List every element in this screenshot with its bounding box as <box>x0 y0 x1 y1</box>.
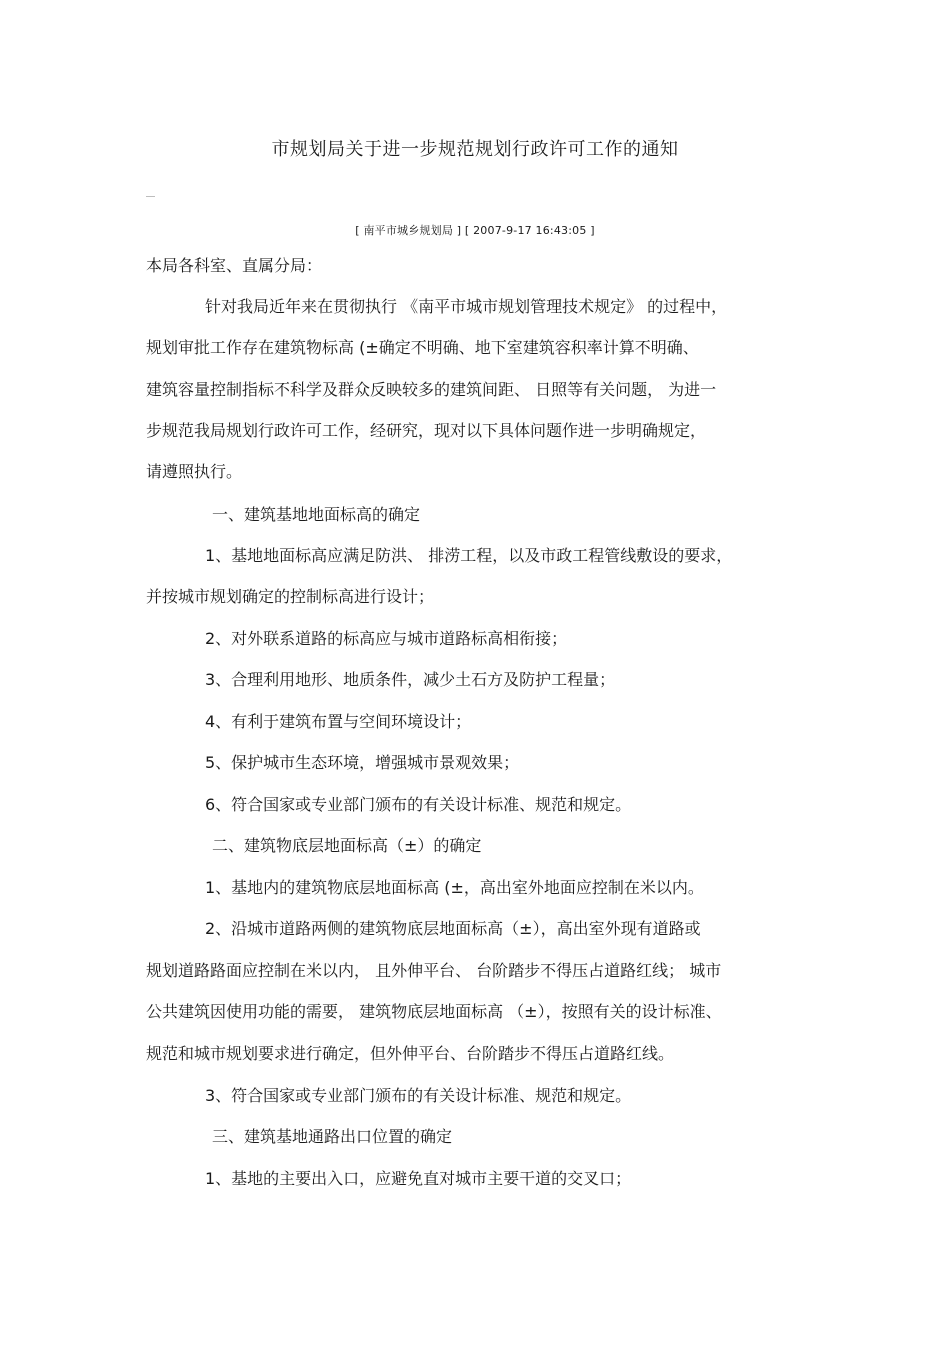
section-heading: 一、建筑基地地面标高的确定 <box>212 505 421 524</box>
document-meta: [ 南平市城乡规划局 ] [ 2007-9-17 16:43:05 ] <box>355 224 595 237</box>
list-item: 1、基地内的建筑物底层地面标高 (±，高出室外地面应控制在米以内。 <box>205 878 704 897</box>
divider-mark <box>146 196 155 197</box>
list-item: 3、符合国家或专业部门颁布的有关设计标准、规范和规定。 <box>205 1086 632 1105</box>
list-item: 5、保护城市生态环境，增强城市景观效果； <box>205 753 520 772</box>
list-item: 1、基地的主要出入口，应避免直对城市主要干道的交叉口； <box>205 1169 632 1188</box>
paragraph-line: 建筑容量控制指标不科学及群众反映较多的建筑间距、 日照等有关问题， 为进一 <box>146 380 717 399</box>
list-item-continuation: 规范和城市规划要求进行确定，但外伸平台、台阶踏步不得压占道路红线。 <box>146 1044 675 1063</box>
list-item: 2、对外联系道路的标高应与城市道路标高相衔接； <box>205 629 568 648</box>
document-title: 市规划局关于进一步规范规划行政许可工作的通知 <box>271 139 679 160</box>
salutation: 本局各科室、直属分局： <box>146 256 323 275</box>
list-item: 3、合理利用地形、地质条件，减少土石方及防护工程量； <box>205 670 616 689</box>
paragraph-line: 针对我局近年来在贯彻执行 《南平市城市规划管理技术规定》 的过程中， <box>205 297 728 316</box>
paragraph-line: 步规范我局规划行政许可工作，经研究，现对以下具体问题作进一步明确规定， <box>146 421 707 440</box>
list-item-continuation: 规划道路路面应控制在米以内， 且外伸平台、 台阶踏步不得压占道路红线； 城市 <box>146 961 722 980</box>
list-item: 2、沿城市道路两侧的建筑物底层地面标高（±），高出室外现有道路或 <box>205 919 701 938</box>
paragraph-line: 规划审批工作存在建筑物标高 (±确定不明确、地下室建筑容积率计算不明确、 <box>146 338 699 357</box>
list-item: 4、有利于建筑布置与空间环境设计； <box>205 712 472 731</box>
list-item-continuation: 并按城市规划确定的控制标高进行设计； <box>146 587 435 606</box>
list-item: 1、基地地面标高应满足防洪、 排涝工程，以及市政工程管线敷设的要求， <box>205 546 733 565</box>
list-item: 6、符合国家或专业部门颁布的有关设计标准、规范和规定。 <box>205 795 632 814</box>
paragraph-line: 请遵照执行。 <box>146 462 243 481</box>
section-heading: 三、建筑基地通路出口位置的确定 <box>212 1127 453 1146</box>
list-item-continuation: 公共建筑因使用功能的需要， 建筑物底层地面标高 （±），按照有关的设计标准、 <box>146 1002 722 1021</box>
section-heading: 二、建筑物底层地面标高（±）的确定 <box>212 836 482 855</box>
